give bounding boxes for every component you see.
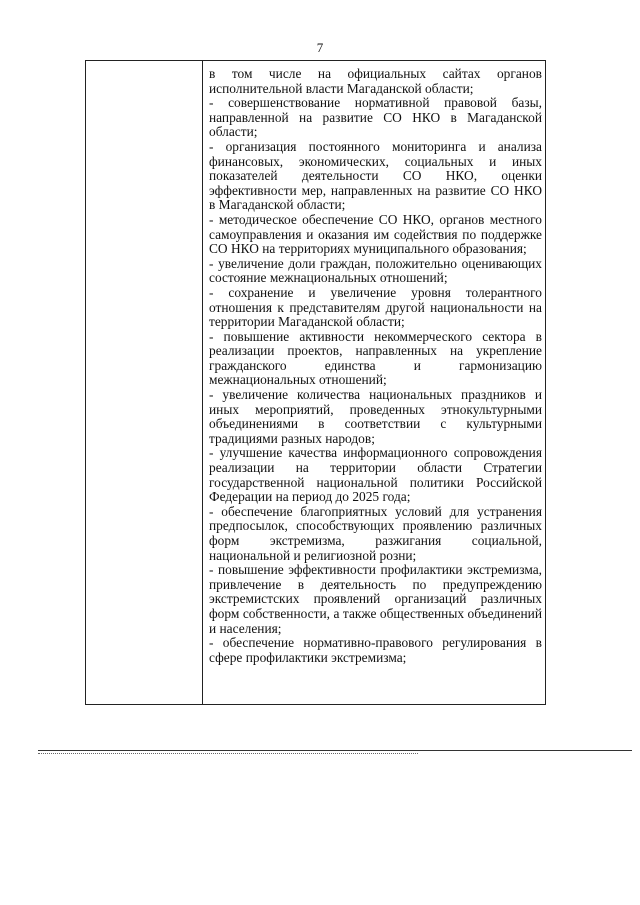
content-table bbox=[85, 60, 546, 705]
table-paragraph: - совершенствование нормативной правовой базы, направленной на развитие СО НКО в Магаданской области; bbox=[209, 95, 542, 140]
table-paragraph: - улучшение качества информационного сопровождения реализации на территории области Стратегии государственной национальной политики Российской Федерации на период до 2025 года; bbox=[209, 445, 542, 505]
footer-divider-dotted bbox=[38, 753, 418, 754]
table-paragraph: - повышение эффективности профилактики экстремизма, привлечение в деятельность по предупреждению экстремистских проявлений организаций различных форм собственности, а также общественных объединений и населения; bbox=[209, 562, 542, 636]
table-right-cell bbox=[209, 67, 542, 665]
page-number: 7 bbox=[316, 40, 324, 55]
table-paragraph: - увеличение количества национальных праздников и иных мероприятий, проведенных этнокультурными объединениями в соответствии с культурными традициями разных народов; bbox=[209, 387, 542, 446]
table-paragraph: - сохранение и увеличение уровня толерантного отношения к представителям другой национальности на территории Магаданской области; bbox=[209, 284, 542, 330]
table-paragraph: - обеспечение благоприятных условий для устранения предпосылок, способствующих проявлению различных форм экстремизма, разжигания социальной, национальной и религиозной розни; bbox=[209, 503, 542, 563]
table-paragraph: - увеличение доли граждан, положительно оценивающих состояние межнациональных отношений; bbox=[209, 255, 542, 286]
table-paragraph: в том числе на официальных сайтах органов исполнительной власти Магаданской области; bbox=[209, 66, 542, 96]
footer-divider bbox=[38, 750, 632, 751]
table-left-cell bbox=[86, 61, 203, 704]
table-paragraph: - повышение активности некоммерческого сектора в реализации проектов, направленных на укрепление гражданского единства и гармонизацию межнациональных отношений; bbox=[209, 328, 542, 388]
table-paragraph: - организация постоянного мониторинга и анализа финансовых, экономических, социальных и иных показателей деятельности СО НКО, оценки эффективности мер, направленных на развитие СО НКО в Магаданской области; bbox=[209, 138, 542, 213]
table-paragraph: - методическое обеспечение СО НКО, органов местного самоуправления и оказания им содействия по поддержке СО НКО на территориях муниципального образования; bbox=[209, 211, 542, 257]
table-paragraph: - обеспечение нормативно-правового регулирования в сфере профилактики экстремизма; bbox=[209, 635, 542, 665]
